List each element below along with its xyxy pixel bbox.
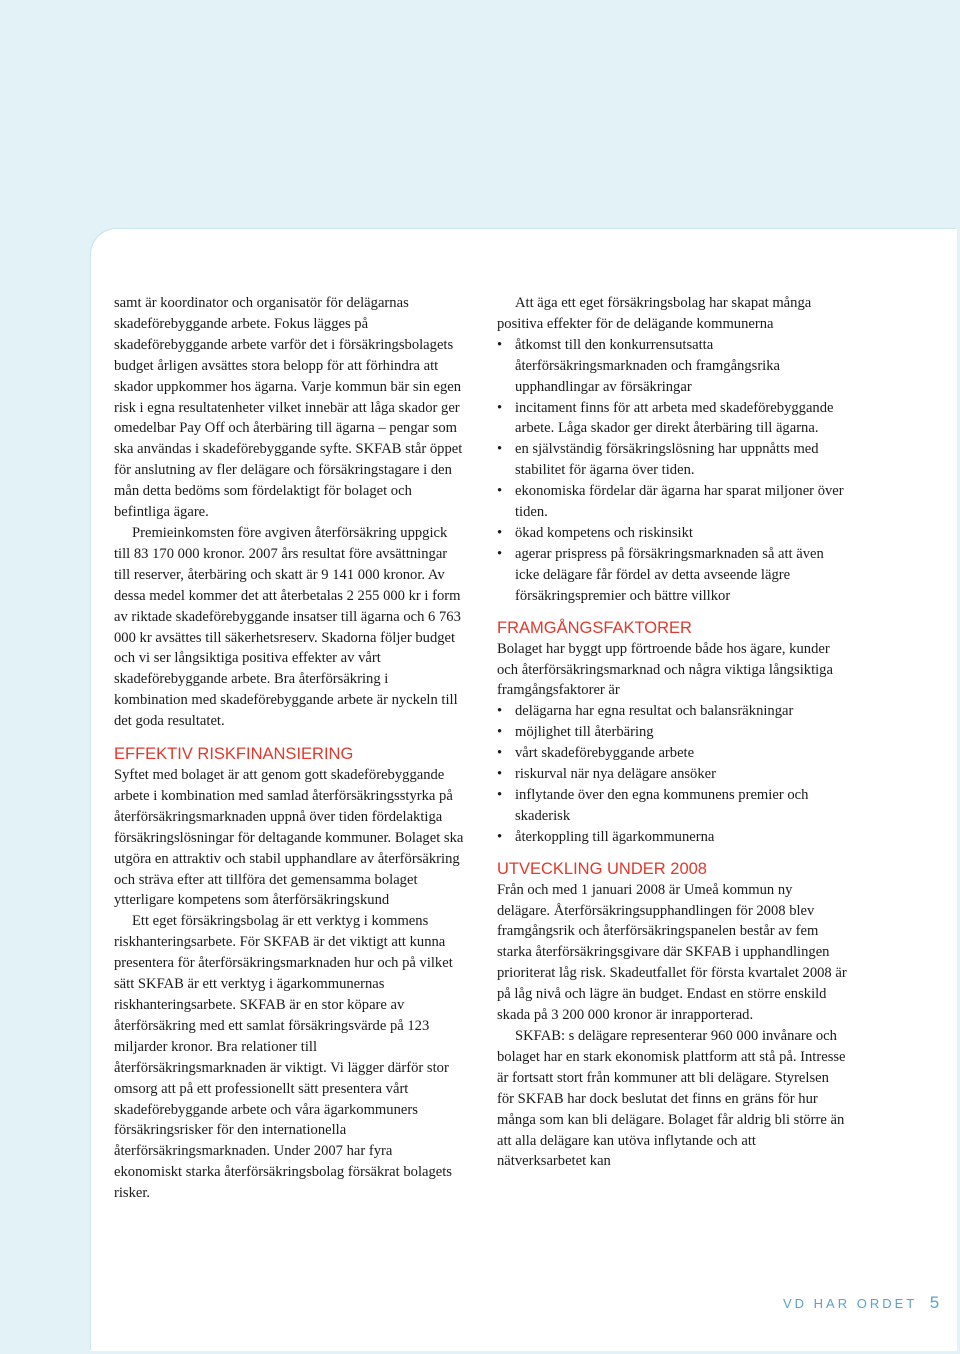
right-paragraph-1: Att äga ett eget försäkringsbolag har skapat många positiva effekter för de delägande kommunerna (497, 295, 812, 332)
list-item: • ökad kompetens och riskinsikt (497, 523, 847, 544)
list-item: • återkoppling till ägarkommunerna (497, 827, 847, 848)
list-item: • vårt skadeförebyggande arbete (497, 743, 847, 764)
document-page (91, 229, 957, 1351)
page-footer (783, 1293, 939, 1313)
list-item: • riskurval när nya delägare ansöker (497, 764, 847, 785)
list-item: • ekonomiska fördelar där ägarna har sparat miljoner över tiden. (497, 481, 847, 523)
heading-utveckling-under-2008: UTVECKLING UNDER 2008 (497, 859, 707, 878)
list-item: • agerar prispress på försäkringsmarknaden så att även icke delägare får fördel av detta avseende lägre försäkringspremier och bättre villkor (497, 544, 847, 607)
left-column (114, 293, 464, 1204)
right-paragraph-3: Från och med 1 januari 2008 är Umeå kommun ny delägare. Återförsäkringsupphandlingen för 2008 blev framgångsrik och återförsäkringspanelen består av fem starka återförsäkringsgivare där SKFAB i upphandlingen prioriterat låg risk. Skadeutfallet för första kvartalet 2008 är på låg nivå och lägre än budget. Endast en större enskild skada på 3 200 000 kronor är inrapporterad. (497, 881, 847, 1024)
right-column (497, 293, 847, 1172)
list-item: • en självständig försäkringslösning har uppnåtts med stabilitet för ägarna över tiden. (497, 439, 847, 481)
list-item: • möjlighet till återbäring (497, 722, 847, 743)
heading-framgangsfaktorer: FRAMGÅNGSFAKTORER (497, 618, 692, 637)
right-paragraph-4: SKFAB: s delägare representerar 960 000 invånare och bolaget har en stark ekonomisk plattform att stå på. Intresse är fortsatt stort från kommuner att bli delägare. Styrelsen för SKFAB har dock beslutat det finns en gräns för hur många som kan bli delägare. Bolaget får aldrig bli större än att alla delägare kan utöva inflytande och att nätverksarbetet kan (497, 1028, 846, 1170)
left-paragraph-3: Syftet med bolaget är att genom gott skadeförebyggande arbete i kombination med samlad återförsäkringsstyrka på återförsäkringsmarknaden uppnå över tiden fördelaktiga försäkringslösningar för deltagande kommuner. Bolaget ska utgöra en attraktiv och stabil upphandlare av återförsäkring och sträva efter att tillföra det gemensamma bolaget ytterligare kompetens som återförsäkringskund (114, 767, 464, 909)
section-label: VD HAR ORDET (783, 1296, 918, 1311)
list-item: • inflytande över den egna kommunens premier och skaderisk (497, 785, 847, 827)
right-paragraph-2: Bolaget har byggt upp förtroende både hos ägare, kunder och återförsäkringsmarknad och några viktiga långsiktiga framgångsfaktorer är (497, 640, 833, 699)
list-item: • åtkomst till den konkurrensutsatta återförsäkringsmarknaden och framgångsrika upphandlingar av försäkringar (497, 335, 847, 398)
effects-list (497, 335, 847, 607)
left-paragraph-1: samt är koordinator och organisatör för delägarnas skadeförebyggande arbete. Fokus lägges på skadeförebyggande arbete varför det i försäkringsbolagets budget årligen avsättes stora belopp för att förhindra att skador uppkommer hos ägarna. Varje kommun bär sin egen risk i egna resultatenheter vilket innebär att låga skador ger omedelbar Pay Off och återbäring till ägarna – pengar som ska användas i skadeförebyggande syfte. SKFAB står öppet för anslutning av fler delägare och försäkringstagare i den mån detta bedöms som fördelaktigt för bolaget och befintliga ägare. (114, 295, 463, 521)
heading-effektiv-riskfinansiering: EFFEKTIV RISKFINANSIERING (114, 745, 354, 764)
left-paragraph-4: Ett eget försäkringsbolag är ett verktyg i kommens riskhanteringsarbete. För SKFAB är det viktigt att kunna presentera för återförsäkringsmarknaden hur och på vilket sätt SKFAB är ett verktyg i ägarkommunernas riskhanteringsarbete. SKFAB är en stor köpare av återförsäkring med ett samlat försäkringsvärde på 123 miljarder kronor. Bra relationer till återförsäkringsmarknaden är viktigt. Vi lägger därför stor omsorg att på ett professionellt sätt presentera vårt skadeförebyggande arbete och våra ägarkommuners försäkringsrisker för den internationella återförsäkringsmarknaden. Under 2007 har fyra ekonomiskt starka återförsäkringsbolag försäkrat bolagets risker. (114, 913, 453, 1202)
page-number: 5 (929, 1293, 940, 1312)
list-item: • incitament finns för att arbeta med skadeförebyggande arbete. Låga skador ger direkt återbäring till ägarna. (497, 398, 847, 440)
left-paragraph-2: Premieinkomsten före avgiven återförsäkring uppgick till 83 170 000 kronor. 2007 års resultat före avsättningar till reserver, återbäring och skatt är 9 141 000 kronor. Av dessa medel kommer det att återbetalas 2 255 000 kr i form av riktade skadeförebyggande insatser till ägarna och 6 763 000 kr avsättes till säkerhetsreserv. Skadorna följer budget och vi ser långsiktiga positiva effekter av vårt skadeförebyggande arbete. Bra återförsäkring i kombination med skadeförebyggande arbete är nyckeln till det goda resultatet. (114, 524, 461, 730)
list-item: • delägarna har egna resultat och balansräkningar (497, 701, 847, 722)
success-factors-list (497, 701, 847, 847)
